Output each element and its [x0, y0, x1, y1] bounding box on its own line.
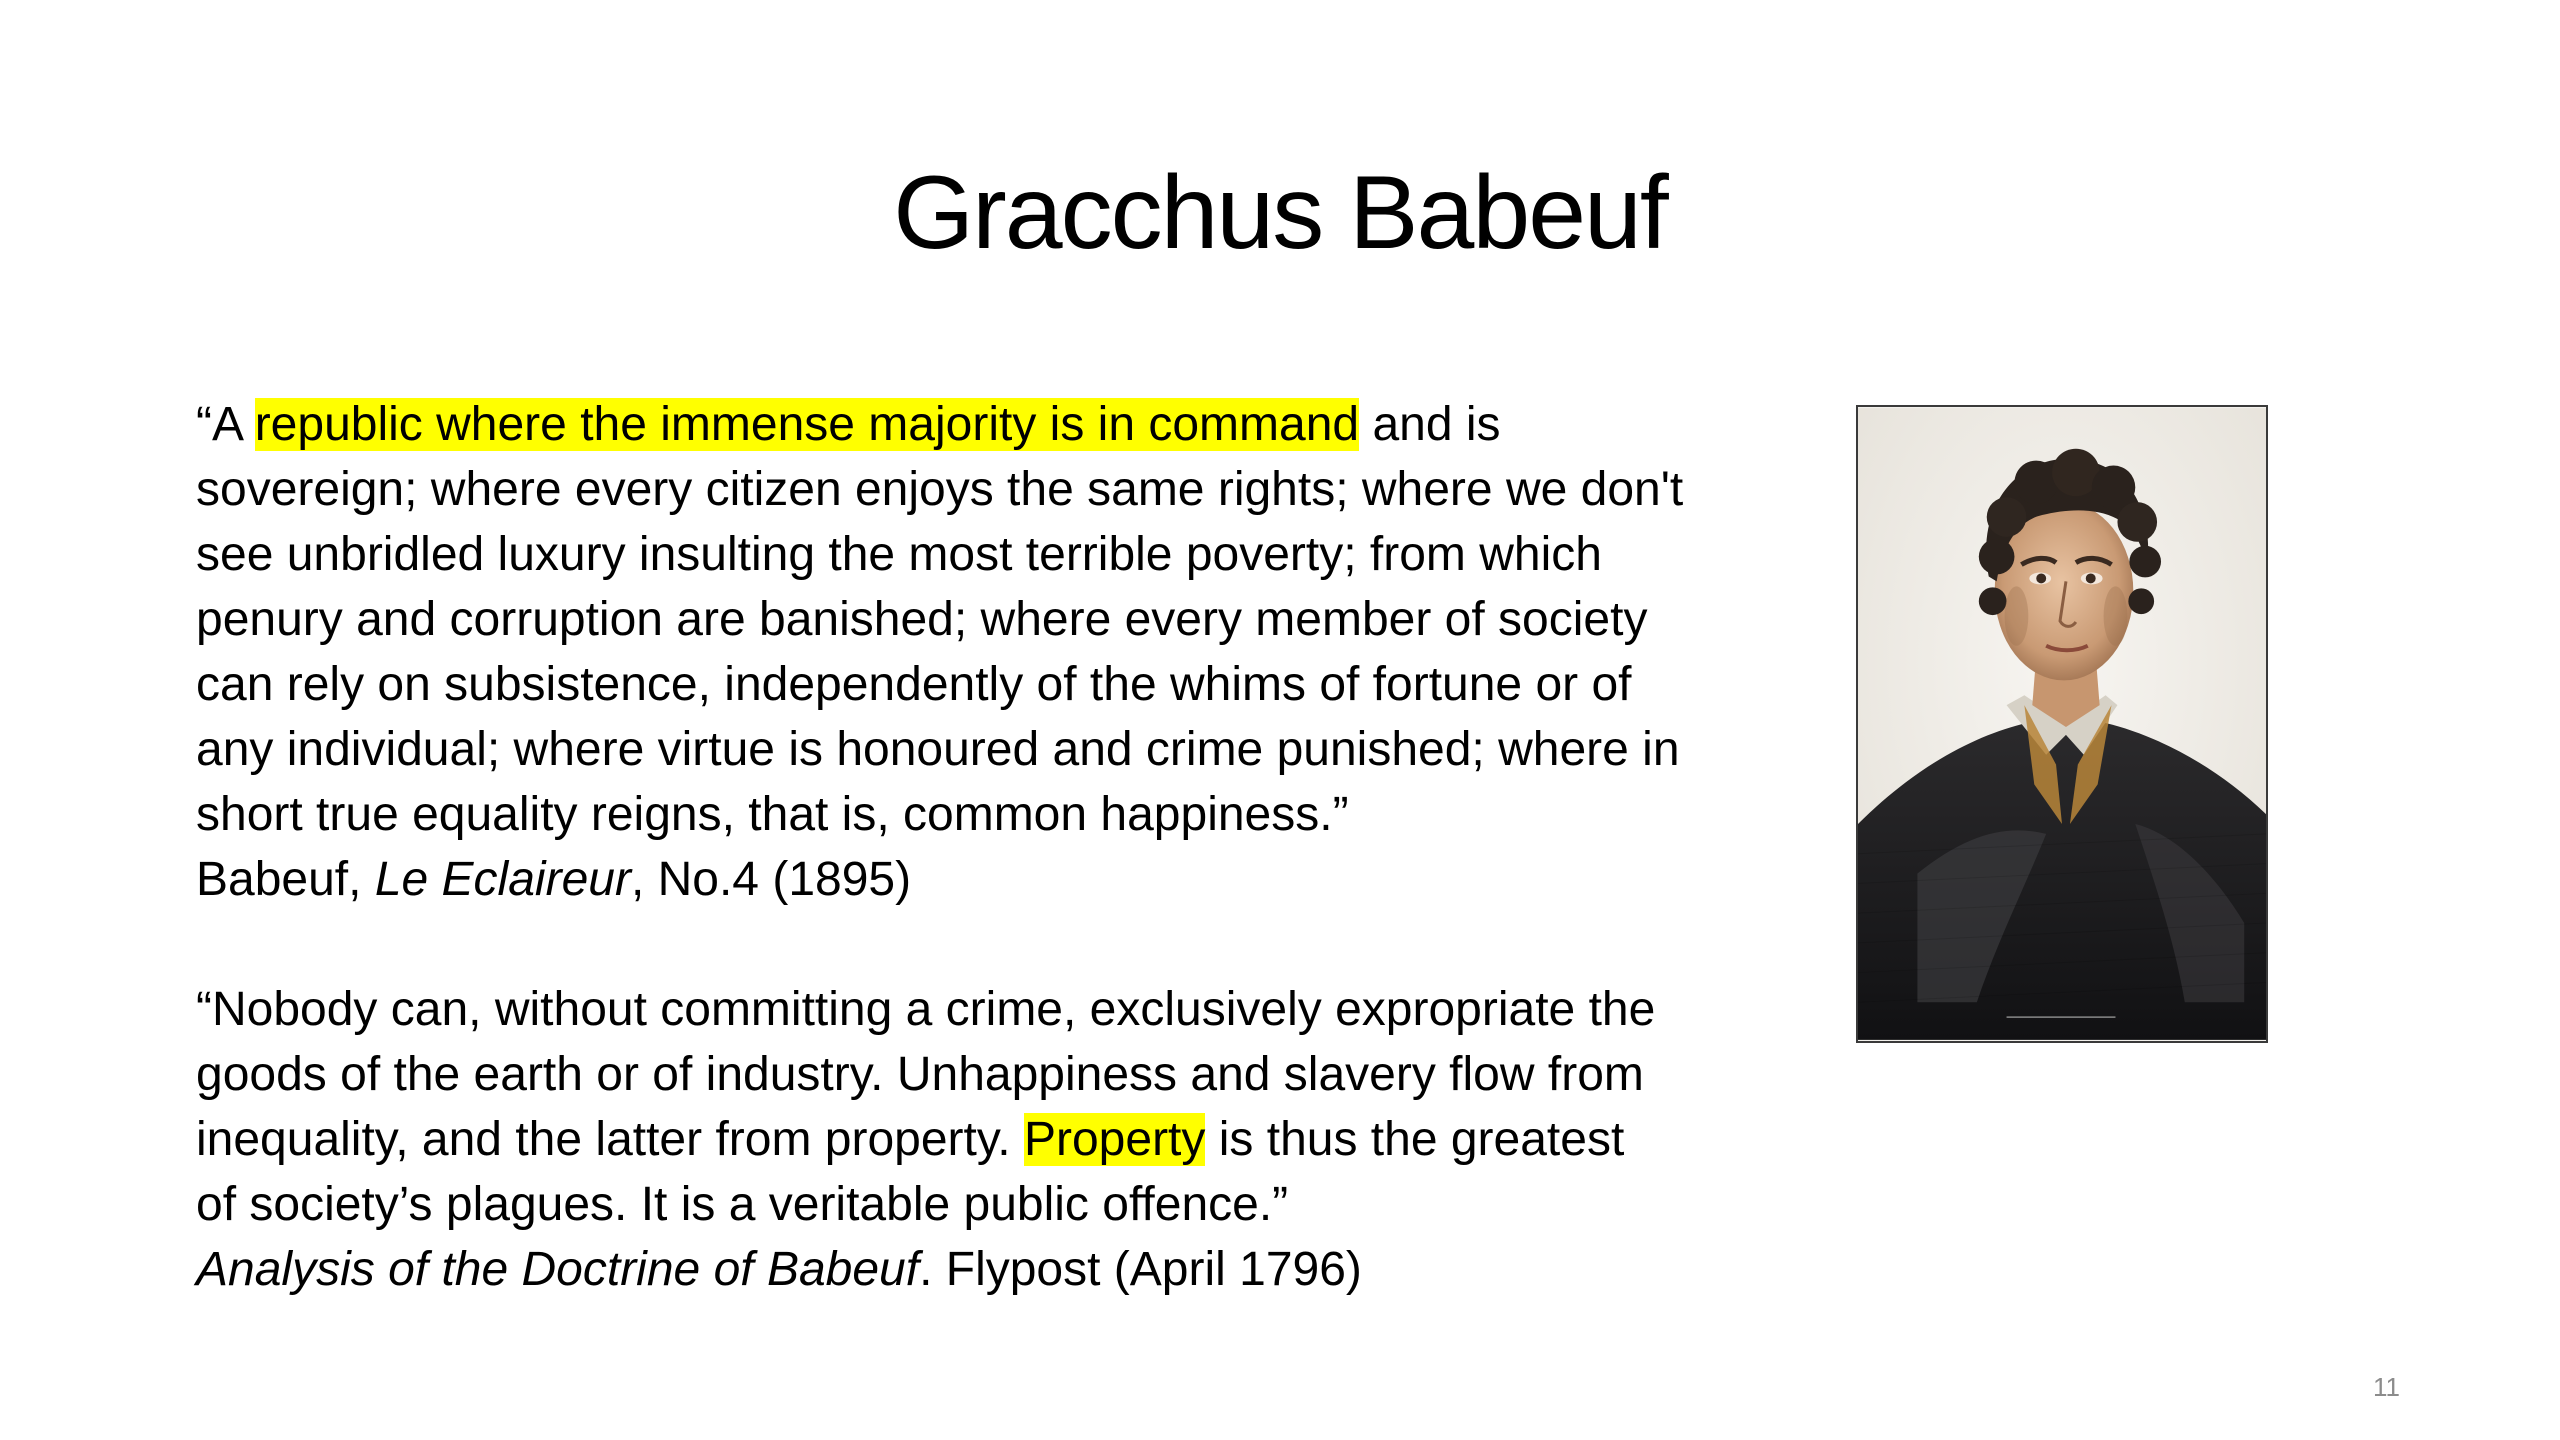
slide-title: Gracchus Babeuf — [893, 155, 1667, 271]
quote-text: is thus the greatest — [1205, 1113, 1625, 1166]
quote-text: inequality, and the latter from property. — [196, 1113, 1024, 1166]
highlighted-phrase: republic where the immense majority is in command — [254, 398, 1360, 451]
quote-line — [196, 392, 1776, 457]
citation-work-title: Analysis of the Doctrine of Babeuf — [196, 1243, 920, 1296]
quote-line: of society’s plagues. It is a veritable public offence.” — [196, 1178, 1289, 1231]
quote-line: any individual; where virtue is honoured and crime punished; where in — [196, 723, 1680, 776]
quote-line: sovereign; where every citizen enjoys the same rights; where we don't — [196, 463, 1684, 516]
page-number: 11 — [2373, 1372, 2400, 1402]
quote-line: short true equality reigns, that is, common happiness.” — [196, 788, 1349, 841]
paragraph-gap — [196, 912, 1776, 977]
citation — [196, 847, 1776, 912]
quote-line: “Nobody can, without committing a crime, exclusively expropriate the — [196, 983, 1656, 1036]
quote-text: and is — [1359, 398, 1501, 451]
quote-property — [196, 977, 1776, 1302]
quote-line: goods of the earth or of industry. Unhappiness and slavery flow from — [196, 1048, 1644, 1101]
highlighted-word: Property — [1023, 1113, 1206, 1166]
citation — [196, 1237, 1776, 1302]
quote-line: can rely on subsistence, independently of the whims of fortune or of — [196, 658, 1632, 711]
portrait-image — [1856, 405, 2268, 1043]
quote-line — [196, 1107, 1776, 1172]
slide-body — [196, 392, 1776, 1302]
quote-republic — [196, 392, 1776, 912]
citation-author: Babeuf, — [196, 853, 375, 906]
quote-open-text: “A — [196, 398, 255, 451]
citation-details: . Flypost (April 1796) — [919, 1243, 1362, 1296]
citation-details: , No.4 (1895) — [630, 853, 912, 906]
citation-work-title: Le Eclaireur — [374, 853, 631, 906]
quote-line: see unbridled luxury insulting the most terrible poverty; from which — [196, 528, 1602, 581]
portrait-engraving — [1858, 407, 2266, 1041]
quote-line: penury and corruption are banished; where every member of society — [196, 593, 1648, 646]
